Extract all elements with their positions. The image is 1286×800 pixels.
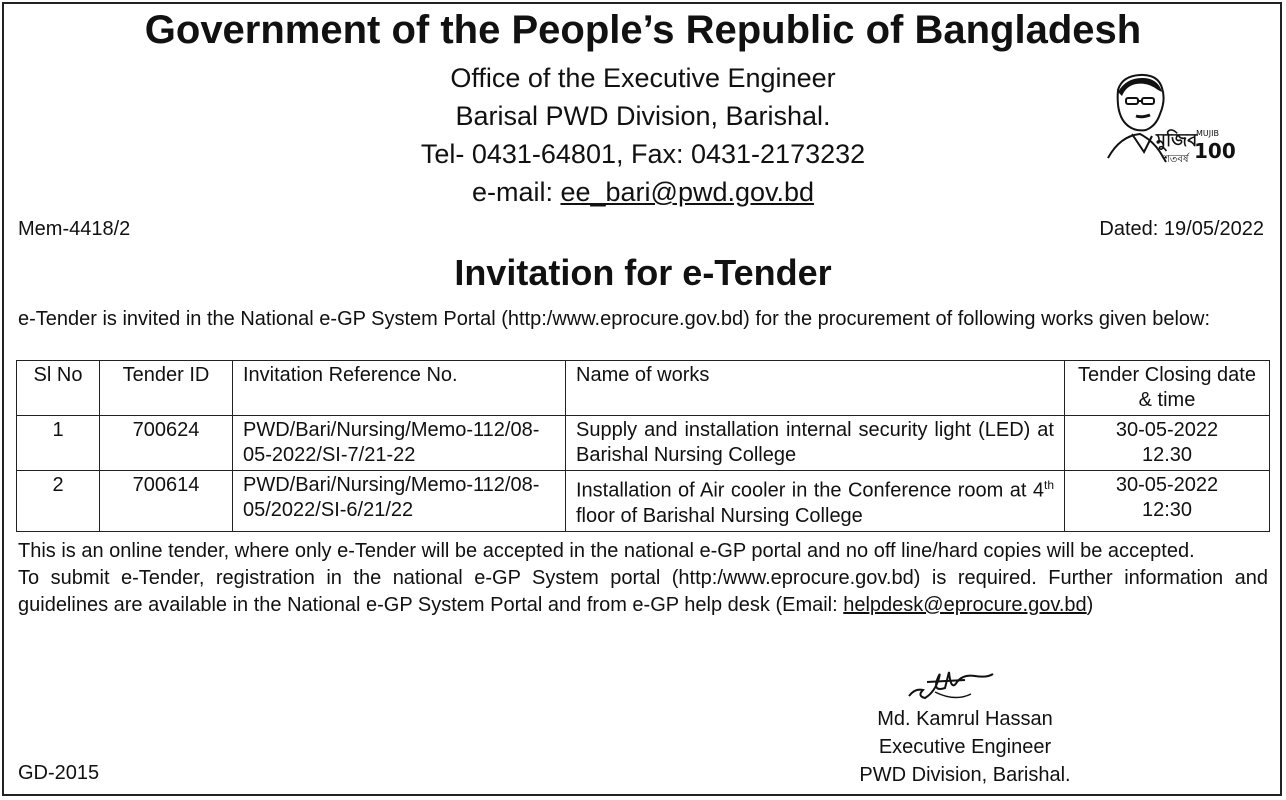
footer-code: GD-2015 <box>18 762 100 784</box>
cell-sl-no: 2 <box>17 471 100 532</box>
cell-tender-id: 700614 <box>100 471 233 532</box>
cell-sl-no: 1 <box>17 416 100 471</box>
office-name: Office of the Executive Engineer <box>450 63 836 93</box>
contact-line: Tel- 0431-64801, Fax: 0431-2173232 <box>420 139 866 169</box>
header-closing-date: Tender Closing date & time <box>1065 361 1270 416</box>
division-name: Barisal PWD Division, Barishal. <box>455 101 831 131</box>
notice-heading: Invitation for e-Tender <box>454 252 832 293</box>
email-line <box>0 174 1286 210</box>
email-link[interactable]: ee_bari@pwd.gov.bd <box>560 177 815 207</box>
cell-closing-date <box>1065 416 1270 471</box>
signatory-name: Md. Kamrul Hassan <box>877 708 1053 730</box>
table-row <box>17 471 1270 532</box>
logo-bangla-subtext: শতবর্ষ <box>1164 154 1189 165</box>
work-text-start: Installation of Air cooler in the Conference room at 4 <box>576 479 1044 502</box>
cell-reference: PWD/Bari/Nursing/Memo-112/08-05/2022/SI-6/21/22 <box>233 471 566 532</box>
header-sl-no: Sl No <box>17 361 100 416</box>
registration-close: ) <box>1086 594 1094 616</box>
government-title: Government of the People’s Republic of Bangladesh <box>144 8 1142 52</box>
signatory-block <box>840 705 1090 789</box>
logo-bangla-text: মুজিব <box>1156 130 1198 151</box>
closing-date: 30-05-2022 <box>1115 474 1219 496</box>
cell-name-of-works: Supply and installation internal security light (LED) at Barishal Nursing College <box>566 416 1065 471</box>
online-tender-note: This is an online tender, where only e-Tender will be accepted in the national e-GP portal and no off line/hard copies will be accepted. <box>18 540 1195 562</box>
mujib-100-logo <box>1100 70 1236 165</box>
signatory-office: PWD Division, Barishal. <box>859 764 1071 786</box>
cell-name-of-works <box>566 471 1065 532</box>
cell-closing-date <box>1065 471 1270 532</box>
memo-number: Mem-4418/2 <box>18 218 131 240</box>
closing-time: 12:30 <box>1141 499 1193 521</box>
memo-date: Dated: 19/05/2022 <box>1099 218 1264 240</box>
cell-reference: PWD/Bari/Nursing/Memo-112/08-05-2022/SI-7/21-22 <box>233 416 566 471</box>
logo-number: 100 <box>1194 139 1236 163</box>
work-text-end: floor of Barishal Nursing College <box>576 504 863 527</box>
helpdesk-email-link[interactable]: helpdesk@eprocure.gov.bd <box>843 594 1087 616</box>
registration-note <box>18 565 1268 619</box>
email-label: e-mail: <box>471 177 561 207</box>
signature-image <box>905 662 1000 707</box>
intro-paragraph: e-Tender is invited in the National e-GP System Portal (http:/www.eprocure.gov.bd) for the procurement of following works given below: <box>18 308 1211 330</box>
instructions <box>18 538 1268 619</box>
header-tender-id: Tender ID <box>100 361 233 416</box>
header-name-of-works: Name of works <box>566 361 1065 416</box>
table-header-row <box>17 361 1270 416</box>
tender-table <box>16 360 1270 532</box>
closing-time: 12.30 <box>1141 444 1193 466</box>
ordinal-suffix: th <box>1043 478 1054 492</box>
table-row <box>17 416 1270 471</box>
cell-tender-id: 700624 <box>100 416 233 471</box>
registration-text: To submit e-Tender, registration in the national e-GP System portal (http:/www.eprocure.gov.bd) is required. Further information and guidelines are available in the National e-GP System Portal and from e-GP help desk (Email: <box>18 567 1268 616</box>
closing-date: 30-05-2022 <box>1115 419 1219 441</box>
logo-mujib-text: MUJIB <box>1196 129 1219 138</box>
header-reference: Invitation Reference No. <box>233 361 566 416</box>
signatory-designation: Executive Engineer <box>878 736 1052 758</box>
